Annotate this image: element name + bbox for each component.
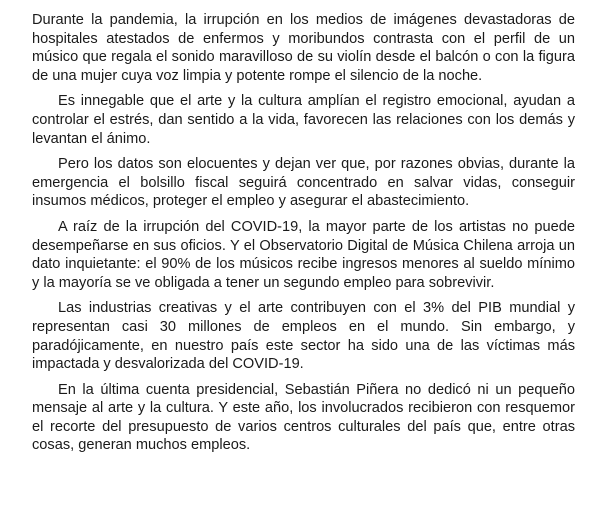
paragraph-1: Durante la pandemia, la irrupción en los medios de imágenes devastadoras de hospitales atestados de enfermos y moribundos contrasta con el perfil de un músico que regala el sonido maravilloso de su violín desde el balcón o con la figura de una mujer cuya voz limpia y potente rompe el silencio de la noche. — [32, 12, 575, 84]
paragraph-4: A raíz de la irrupción del COVID-19, la mayor parte de los artistas no puede desempeñarse en sus oficios. Y el Observatorio Digital de Música Chilena arroja un dato inquietante: el 90% de los músicos recibe ingresos menores al sueldo mínimo y la mayoría se ve obligada a tener un segundo empleo para sobrevivir. — [32, 218, 575, 291]
paragraph-2: Es innegable que el arte y la cultura amplían el registro emocional, ayudan a controlar el estrés, dan sentido a la vida, favorecen las relaciones con los demás y levantan el ánimo. — [32, 93, 575, 147]
paragraph-6: En la última cuenta presidencial, Sebastián Piñera no dedicó ni un pequeño mensaje al arte y la cultura. Y este año, los involucrados recibieron con resquemor el recorte del presupuesto de varios centros culturales del país que, entre otras cosas, generan muchos empleos. — [32, 381, 575, 454]
article-body — [32, 11, 575, 455]
paragraph-5: Las industrias creativas y el arte contribuyen con el 3% del PIB mundial y representan casi 30 millones de empleos en el mundo. Sin embargo, y paradójicamente, en nuestro país este sector ha sido una de las víctimas más impactada y desvalorizada del COVID-19. — [32, 300, 575, 373]
paragraph-3: Pero los datos son elocuentes y dejan ver que, por razones obvias, durante la emergencia el bolsillo fiscal seguirá concentrado en salvar vidas, conseguir insumos médicos, proteger el empleo y asegurar el abastecimiento. — [32, 156, 575, 210]
